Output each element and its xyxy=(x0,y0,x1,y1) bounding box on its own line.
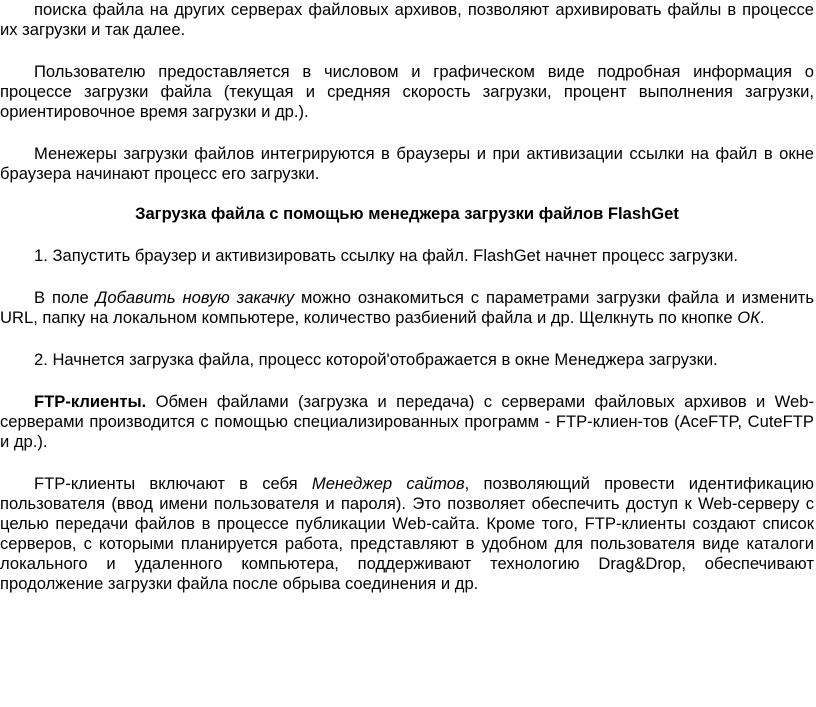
paragraph-add-download-field xyxy=(0,288,814,328)
paragraph-download-info: Пользователю предоставляется в числовом и графическом виде подробная информация о процессе загрузки файла (текущая и средняя скорость загрузки, процент выполнения загрузки, ориентировочное время загрузки и др.). xyxy=(0,62,814,121)
text-segment: можно ознакомиться с параметрами загрузки файла и изменить URL, папку на локальном компьютере, количество разбиений файла и др. Щелкнуть по кнопке xyxy=(0,288,814,327)
paragraph-archive-continuation: поиска файла на других серверах файловых архивов, позволяют архивировать файлы в процессе их загрузки и так далее. xyxy=(0,0,814,39)
italic-term-site-manager: Менеджер сайтов xyxy=(311,474,465,493)
section-heading-flashget: Загрузка файла с помощью менеджера загрузки файлов FlashGet xyxy=(135,204,679,223)
text-segment: FTP-клиенты включают в себя xyxy=(34,474,312,493)
text-segment: В поле xyxy=(34,288,96,307)
paragraph-ftp-clients xyxy=(0,392,814,452)
bold-term-ftp-clients: FTP-клиенты. xyxy=(34,392,147,411)
paragraph-step-1: 1. Запустить браузер и активизировать ссылку на файл. FlashGet начнет процесс загрузки. xyxy=(34,246,739,265)
paragraph-step-2: 2. Начнется загрузка файла, процесс которой'отображается в окне Менеджера загрузки. xyxy=(34,350,718,369)
italic-term-ok: ОК xyxy=(737,308,760,327)
text-segment: Обмен файлами (загрузка и передача) с серверами файловых архивов и Web-серверами производится с помощью специализированных программ - FTP-клиен-тов (AceFTP, CuteFTP и др.). xyxy=(0,392,814,451)
italic-term-add-download: Добавить новую закачку xyxy=(95,288,295,307)
paragraph-site-manager xyxy=(0,474,814,594)
paragraph-browser-integration: Менежеры загрузки файлов интегрируются в браузеры и при активизации ссылки на файл в окне браузера начинают процесс его загрузки. xyxy=(0,144,814,183)
text-segment: , позволяющий провести идентификацию пользователя (ввод имени пользователя и пароля). Это позволяет обеспечить доступ к Web-серверу с целью передачи файлов в процессе публикации Web-сайта. Кроме того, FTP-клиенты создают список серверов, с которыми планируется работа, представляют в удобном для пользователя виде каталоги локального и удаленного компьютера, поддерживают технологию Drag&Drop, обеспечивают продолжение загрузки файла после обрыва соединения и др. xyxy=(0,474,814,593)
text-segment: . xyxy=(759,308,765,327)
